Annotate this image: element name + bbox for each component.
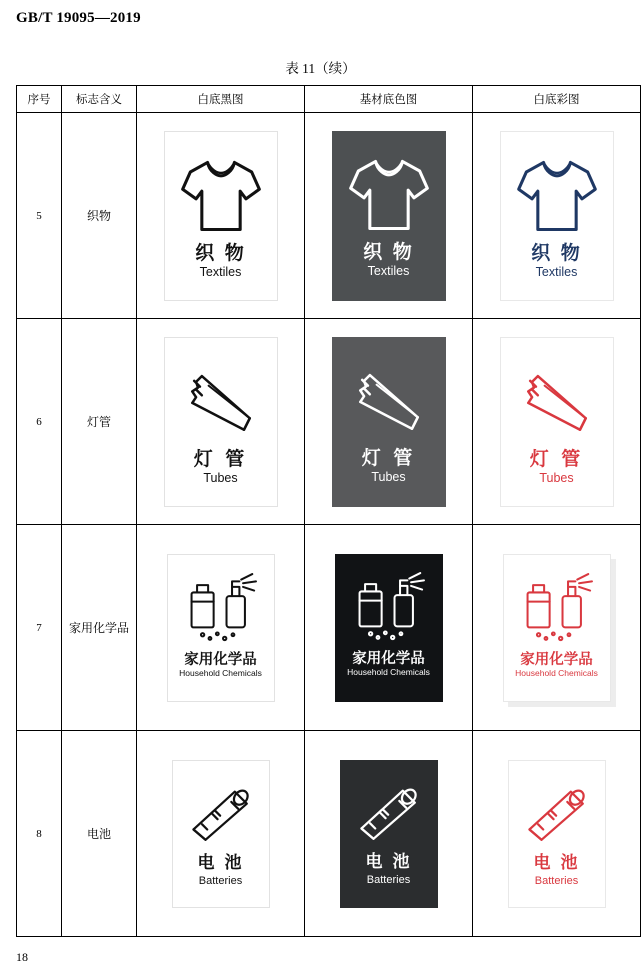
sign-label-en: Household Chemicals <box>179 667 262 678</box>
household-chemicals-icon <box>509 565 605 653</box>
sign-label-cn: 电 池 <box>365 851 412 872</box>
column-header-no: 序号 <box>17 86 62 113</box>
sign-tile <box>164 337 278 507</box>
tshirt-icon <box>339 145 439 243</box>
tshirt-icon <box>507 146 607 244</box>
fluorescent-tube-icon <box>507 352 607 450</box>
sign-label-en: Tubes <box>371 470 406 485</box>
battery-icon <box>178 773 264 855</box>
sign-tile <box>503 554 611 702</box>
sign-substrate <box>305 319 473 525</box>
sign-label-cn: 家用化学品 <box>520 651 593 668</box>
fluorescent-tube-icon <box>171 352 271 450</box>
column-header-white-color: 白底彩图 <box>473 86 641 113</box>
sign-label-en: Tubes <box>203 471 238 486</box>
column-header-meaning: 标志含义 <box>62 86 137 113</box>
sign-white-black <box>137 731 305 937</box>
sign-labels <box>363 240 414 280</box>
sign-tile <box>164 131 278 301</box>
row-number: 8 <box>17 731 62 937</box>
row-meaning: 灯管 <box>62 319 137 525</box>
sign-label-cn: 织 物 <box>363 240 414 263</box>
sign-label-en: Textiles <box>367 264 410 279</box>
sign-labels <box>365 851 412 887</box>
household-chemicals-icon <box>173 565 269 653</box>
sign-label-en: Textiles <box>535 265 578 280</box>
sign-tile <box>332 131 446 301</box>
row-meaning: 电池 <box>62 731 137 937</box>
sign-white-black <box>137 525 305 731</box>
sign-label-cn: 电 池 <box>197 852 244 873</box>
sign-label-cn: 电 池 <box>533 852 580 873</box>
battery-icon <box>346 772 432 854</box>
row-number: 7 <box>17 525 62 731</box>
table-header-row <box>17 86 641 113</box>
sign-labels <box>179 653 262 679</box>
sign-label-cn: 灯 管 <box>193 447 248 470</box>
tshirt-icon <box>171 146 271 244</box>
sign-tile <box>172 760 270 908</box>
sign-tile <box>500 337 614 507</box>
sign-tile <box>500 131 614 301</box>
sign-label-cn: 织 物 <box>531 241 582 264</box>
table-row <box>17 525 641 731</box>
table-row <box>17 319 641 525</box>
sign-white-color <box>473 319 641 525</box>
sign-tile <box>332 337 446 507</box>
sign-label-en: Batteries <box>366 874 411 887</box>
column-header-white-black: 白底黑图 <box>137 86 305 113</box>
row-number: 5 <box>17 113 62 319</box>
sign-label-en: Batteries <box>198 875 243 888</box>
row-meaning: 家用化学品 <box>62 525 137 731</box>
sign-labels <box>195 241 246 281</box>
sign-label-cn: 织 物 <box>195 241 246 264</box>
sign-label-en: Textiles <box>199 265 242 280</box>
sign-white-color <box>473 525 641 731</box>
sign-tile <box>167 554 275 702</box>
table-row <box>17 113 641 319</box>
sign-label-en: Household Chemicals <box>515 667 598 678</box>
household-chemicals-icon <box>341 564 437 652</box>
sign-substrate <box>305 113 473 319</box>
sign-labels <box>531 241 582 281</box>
fluorescent-tube-icon <box>339 351 439 449</box>
sign-label-en: Tubes <box>539 471 574 486</box>
sign-substrate <box>305 525 473 731</box>
sign-labels <box>529 447 584 487</box>
sign-label-en: Household Chemicals <box>347 666 430 677</box>
page-number: 18 <box>16 950 28 964</box>
sign-substrate <box>305 731 473 937</box>
sign-labels <box>515 653 598 679</box>
table-row <box>17 731 641 937</box>
sign-labels <box>347 652 430 678</box>
sign-white-color <box>473 731 641 937</box>
row-meaning: 织物 <box>62 113 137 319</box>
sign-white-black <box>137 319 305 525</box>
sign-label-cn: 家用化学品 <box>184 651 257 668</box>
table-caption: 表 11（续） <box>285 61 356 76</box>
sign-white-black <box>137 113 305 319</box>
sign-label-cn: 灯 管 <box>529 447 584 470</box>
sign-white-color <box>473 113 641 319</box>
sign-labels <box>361 446 416 486</box>
sign-tile <box>335 554 443 702</box>
column-header-substrate: 基材底色图 <box>305 86 473 113</box>
sign-label-cn: 灯 管 <box>361 446 416 469</box>
sign-labels <box>193 447 248 487</box>
battery-icon <box>514 773 600 855</box>
sign-label-en: Batteries <box>534 875 579 888</box>
page-header: GB/T 19095—2019 <box>16 10 141 26</box>
sign-labels <box>533 852 580 888</box>
signs-table <box>16 85 641 937</box>
sign-labels <box>197 852 244 888</box>
sign-label-cn: 家用化学品 <box>352 650 425 667</box>
sign-tile <box>508 760 606 908</box>
row-number: 6 <box>17 319 62 525</box>
sign-tile <box>340 760 438 908</box>
